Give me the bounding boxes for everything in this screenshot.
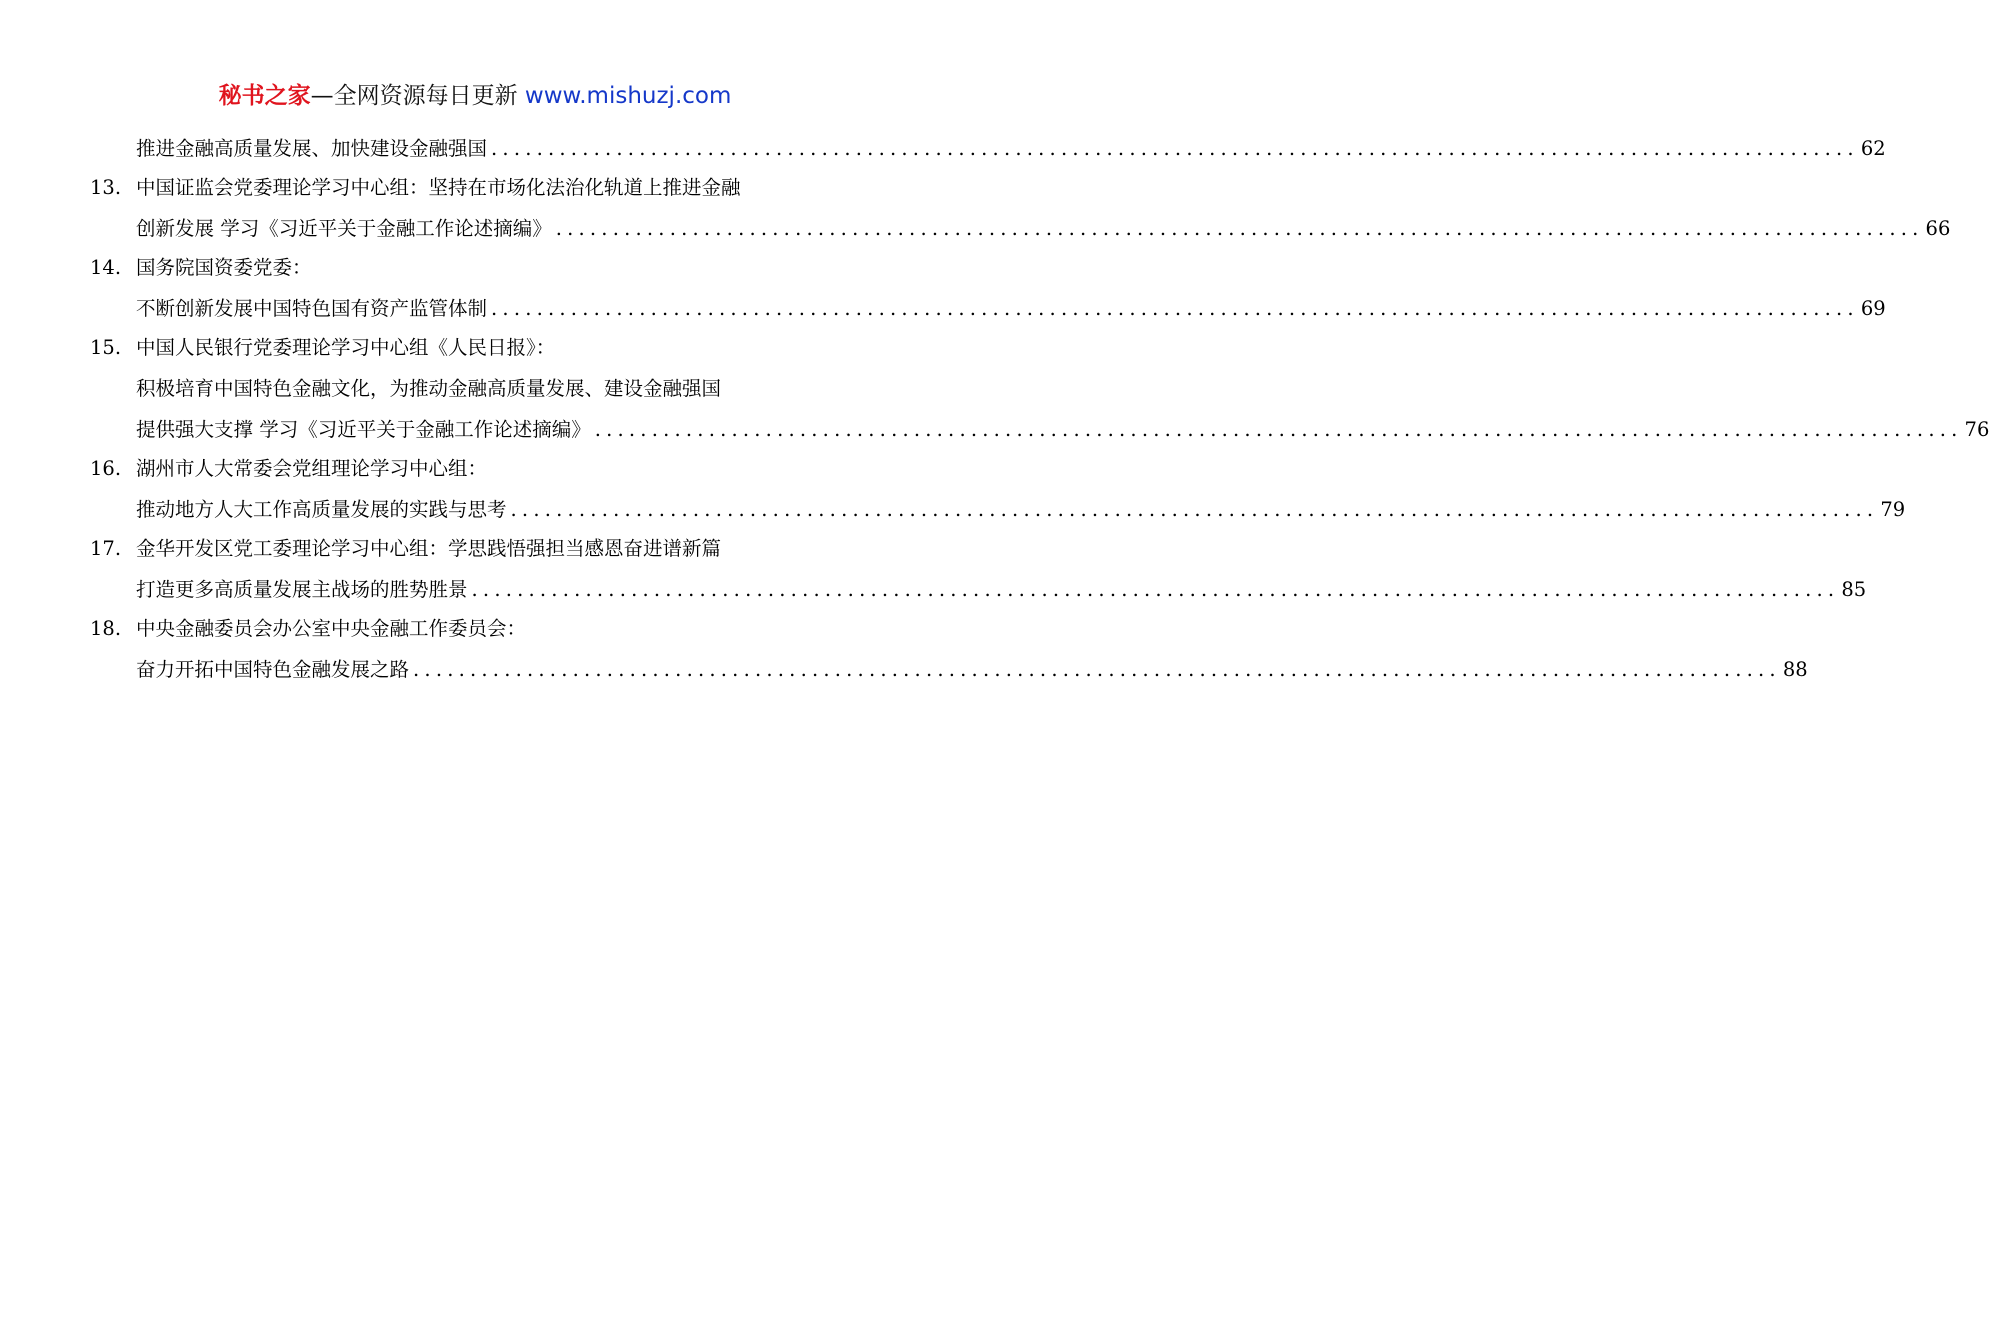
toc-line [0, 573, 1867, 612]
toc-line [0, 372, 950, 413]
toc-page-number: 62 [1860, 137, 1886, 160]
toc-entry-link[interactable] [136, 212, 1951, 246]
toc-page-number: 85 [1841, 578, 1867, 601]
toc-entry-title: 打造更多高质量发展主战场的胜势胜景 [136, 573, 472, 607]
toc-entry-link[interactable] [136, 653, 1808, 687]
toc-entry-title: 金华开发区党工委理论学习中心组：学思践悟强担当感恩奋进谱新篇 [136, 537, 722, 560]
banner-tagline: —全网资源每日更新 [310, 83, 518, 109]
toc-line [0, 171, 950, 212]
toc-entry-number: 14. [90, 256, 122, 279]
toc-line [0, 251, 950, 292]
toc-line [0, 292, 1886, 331]
toc-page-number: 66 [1925, 217, 1951, 240]
toc-entry-title: 国务院国资委党委： [136, 256, 312, 279]
toc-entry-link[interactable] [136, 493, 1906, 527]
toc-line [0, 612, 950, 653]
toc-entry-title: 创新发展 学习《习近平关于金融工作论述摘编》 [136, 212, 556, 246]
toc-entry-title: 中央金融委员会办公室中央金融工作委员会： [136, 617, 527, 640]
toc-entry-title: 推动地方人大工作高质量发展的实践与思考 [136, 493, 511, 527]
toc-line [0, 532, 950, 573]
table-of-contents [0, 132, 1989, 692]
toc-line [0, 452, 950, 493]
toc-line [0, 331, 950, 372]
toc-page-number: 76 [1964, 418, 1989, 441]
dot-leader: ........................................................................................................................ [491, 137, 1859, 160]
toc-line [0, 493, 1906, 532]
banner-brand: 秘书之家 [218, 83, 311, 109]
toc-line [0, 132, 1886, 171]
toc-entry-title: 中国证监会党委理论学习中心组：坚持在市场化法治化轨道上推进金融 [136, 176, 741, 199]
toc-entry-title: 中国人民银行党委理论学习中心组《人民日报》： [136, 336, 556, 359]
toc-entry-number: 13. [90, 176, 122, 199]
toc-page-number: 69 [1860, 297, 1886, 320]
dot-leader: ........................................................................................................................ [510, 498, 1879, 521]
toc-entry-title: 不断创新发展中国特色国有资产监管体制 [136, 292, 491, 326]
dot-leader: ........................................................................................................................ [413, 658, 1781, 681]
toc-entry-number: 17. [90, 537, 122, 560]
toc-entry-number: 18. [90, 617, 122, 640]
toc-line [0, 653, 1808, 692]
toc-entry-title: 推进金融高质量发展、加快建设金融强国 [136, 132, 491, 166]
site-banner [0, 80, 950, 112]
toc-entry-link[interactable] [136, 132, 1886, 166]
toc-entry-title: 湖州市人大常委会党组理论学习中心组： [136, 457, 488, 480]
dot-leader: ........................................................................................................................ [555, 217, 1924, 240]
toc-entry-link[interactable] [136, 413, 1989, 447]
banner-url[interactable]: www.mishuzj.com [524, 83, 732, 109]
toc-page-number: 88 [1782, 658, 1808, 681]
toc-line [0, 413, 1989, 452]
toc-entry-link[interactable] [136, 292, 1886, 326]
toc-entry-title: 积极培育中国特色金融文化，为推动金融高质量发展、建设金融强国 [136, 377, 722, 400]
toc-page-number: 79 [1880, 498, 1906, 521]
toc-entry-link[interactable] [136, 573, 1867, 607]
toc-line [0, 212, 1951, 251]
toc-entry-title: 奋力开拓中国特色金融发展之路 [136, 653, 413, 687]
dot-leader: ........................................................................................................................ [471, 578, 1840, 601]
toc-entry-number: 15. [90, 336, 122, 359]
dot-leader: ........................................................................................................................ [491, 297, 1859, 320]
toc-entry-number: 16. [90, 457, 122, 480]
dot-leader: ........................................................................................................................ [594, 418, 1963, 441]
toc-entry-title: 提供强大支撑 学习《习近平关于金融工作论述摘编》 [136, 413, 595, 447]
